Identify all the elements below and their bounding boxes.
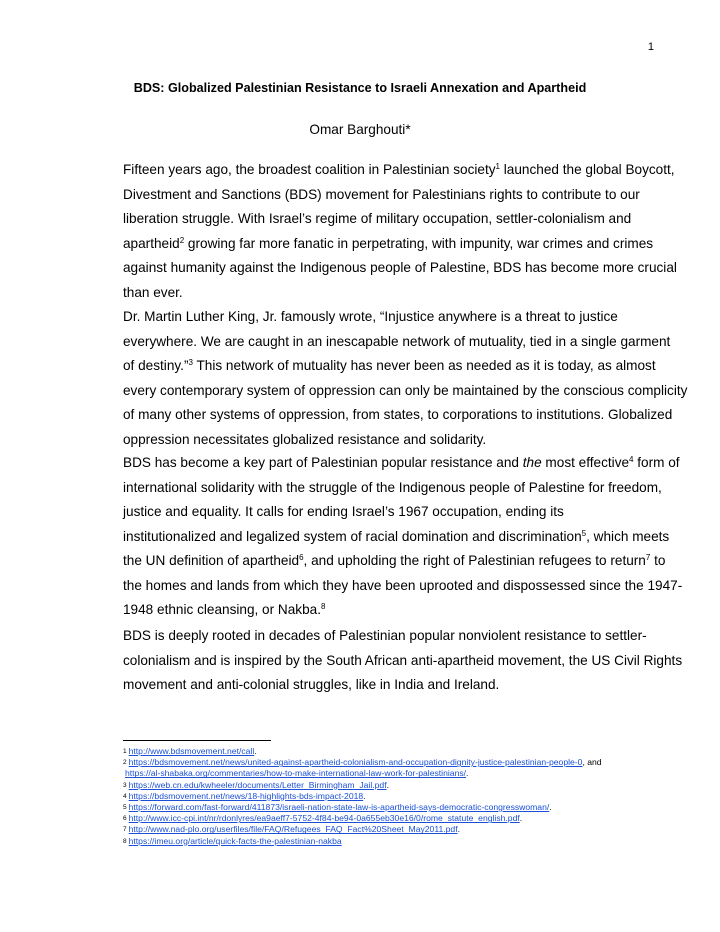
p1-line-6: than ever.: [123, 284, 183, 300]
footnote-2-continued: https://al-shabaka.org/commentaries/how-to-make-international-law-work-for-palestinians/.: [125, 768, 469, 779]
document-title: BDS: Globalized Palestinian Resistance to Israeli Annexation and Apartheid: [133, 81, 587, 95]
emphasis-the: the: [522, 455, 542, 470]
p3-line-6: the homes and lands from which they have been uprooted and dispossessed since the 1947-: [123, 577, 683, 593]
p2-line-6: oppression necessitates globalized resistance and solidarity.: [123, 431, 487, 447]
p3-line-1: BDS has become a key part of Palestinian popular resistance and the most effective$^4$ form of: [123, 455, 680, 470]
footnote-3: $^3$ https://web.cn.edu/kwheeler/documents/Letter_Birmingham_Jail.pdf.: [123, 779, 389, 790]
p3-line-2: international solidarity with the struggle of the Indigenous people of Palestine for freedom,: [123, 479, 662, 495]
footnote-link[interactable]: https://web.cn.edu/kwheeler/documents/Letter_Birmingham_Jail.pdf: [128, 779, 387, 790]
author-name: Omar Barghouti*: [309, 122, 411, 137]
footnote-ref-6: 6: [299, 553, 304, 562]
p1-line-2: Divestment and Sanctions (BDS) movement for Palestinians rights to contribute to our: [123, 186, 640, 202]
footnote-7: $^7$ http://www.nad-plo.org/userfiles/file/FAQ/Refugees_FAQ_Fact%20Sheet_May2011.pdf.: [123, 824, 460, 835]
footnote-1: $^1$ http://www.bdsmovement.net/call.: [123, 746, 257, 756]
footnote-link[interactable]: http://www.icc-cpi.int/nr/rdonlyres/ea9aeff7-5752-4f84-be94-0a655eb30e16/0/rome_statute_english.pdf: [128, 813, 520, 824]
footnote-link[interactable]: https://bdsmovement.net/news/18-highlights-bds-impact-2018: [128, 790, 364, 801]
footnotes: [123, 746, 683, 847]
footnote-link[interactable]: https://imeu.org/article/quick-facts-the-palestinian-nakba: [128, 835, 342, 846]
footnote-ref-4: 4: [629, 455, 634, 464]
footnote-2: $^2$ https://bdsmovement.net/news/united-against-apartheid-colonialism-and-occupation-dignity-justice-palestinian-people-0, and: [123, 757, 602, 768]
paragraph-4: [123, 624, 683, 698]
footnote-6: $^6$ http://www.icc-cpi.int/nr/rdonlyres/ea9aeff7-5752-4f84-be94-0a655eb30e16/0/rome_statute_english.pdf.: [123, 813, 523, 824]
p3-line-7: 1948 ethnic cleansing, or Nakba.$^8$: [123, 602, 326, 617]
footnote-ref-5: 5: [581, 528, 587, 538]
p2-line-2: everywhere. We are caught in an inescapable network of mutuality, tied in a single garment: [123, 333, 671, 349]
footnote-link[interactable]: http://www.bdsmovement.net/call: [128, 746, 255, 756]
p3-line-3: justice and equality. It calls for ending Israel’s 1967 occupation, ending its: [123, 504, 564, 519]
p4-line-2: colonialism and is inspired by the South African anti-apartheid movement, the US Civil Rights: [123, 652, 683, 668]
p2-line-1: Dr. Martin Luther King, Jr. famously wrote, “Injustice anywhere is a threat to justice: [123, 309, 618, 324]
p4-line-3: movement and anti-colonial struggles, like in India and Ireland.: [123, 677, 500, 692]
footnote-ref-8: 8: [321, 602, 326, 611]
footnote-ref-3: 3: [188, 358, 193, 367]
paragraph-1: [123, 158, 677, 305]
p1-line-5: against humanity against the Indigenous people of Palestine, BDS has become more crucial: [123, 260, 677, 275]
p3-line-5: the UN definition of apartheid$^6$, and upholding the right of Palestinian refugees to return$^7$ to: [123, 553, 666, 568]
paragraph-2: [123, 305, 688, 452]
footnote-ref-2: 2: [179, 235, 185, 245]
page-number: 1: [647, 41, 654, 53]
footnote-link[interactable]: https://forward.com/fast-forward/411873/israeli-nation-state-law-is-apartheid-says-democratic-congresswoman/: [128, 802, 550, 813]
footnote-divider: [123, 740, 271, 741]
paragraph-3: [123, 451, 683, 623]
p1-line-1: Fifteen years ago, the broadest coalition in Palestinian society$^1$ launched the global Boycott,: [123, 162, 675, 177]
footnote-4: $^4$ https://bdsmovement.net/news/18-highlights-bds-impact-2018.: [123, 790, 366, 801]
footnote-ref-7: 7: [645, 553, 651, 562]
p2-line-4: every contemporary system of oppression can only be maintained by the conscious complicity: [123, 382, 688, 398]
footnote-link[interactable]: http://www.nad-plo.org/userfiles/file/FAQ/Refugees_FAQ_Fact%20Sheet_May2011.pdf: [128, 824, 458, 835]
p3-line-4: institutionalized and legalized system of racial domination and discrimination$^5$, which meets: [123, 528, 670, 544]
p4-line-1: BDS is deeply rooted in decades of Palestinian popular nonviolent resistance to settler-: [123, 628, 647, 643]
footnote-link[interactable]: https://bdsmovement.net/news/united-against-apartheid-colonialism-and-occupation-dignity-justice-palestinian-people-0: [128, 757, 583, 768]
p1-line-4: apartheid$^2$ growing far more fanatic in perpetrating, with impunity, war crimes and crimes: [123, 235, 654, 251]
footnote-5: $^5$ https://forward.com/fast-forward/411873/israeli-nation-state-law-is-apartheid-says-democratic-congresswoman/.: [123, 802, 552, 813]
p1-line-3: liberation struggle. With Israel’s regime of military occupation, settler-colonialism and: [123, 211, 632, 226]
footnote-ref-1: 1: [495, 162, 500, 171]
footnote-link[interactable]: https://al-shabaka.org/commentaries/how-to-make-international-law-work-for-palestinians/: [125, 768, 467, 779]
p2-line-3: of destiny.”$^3$ This network of mutuality has never been as needed as it is today, as almost: [123, 358, 656, 373]
footnote-8: $^8$ https://imeu.org/article/quick-facts-the-palestinian-nakba: [123, 835, 342, 846]
p2-line-5: of many other systems of oppression, from states, to corporations to institutions. Globalized: [123, 407, 673, 422]
